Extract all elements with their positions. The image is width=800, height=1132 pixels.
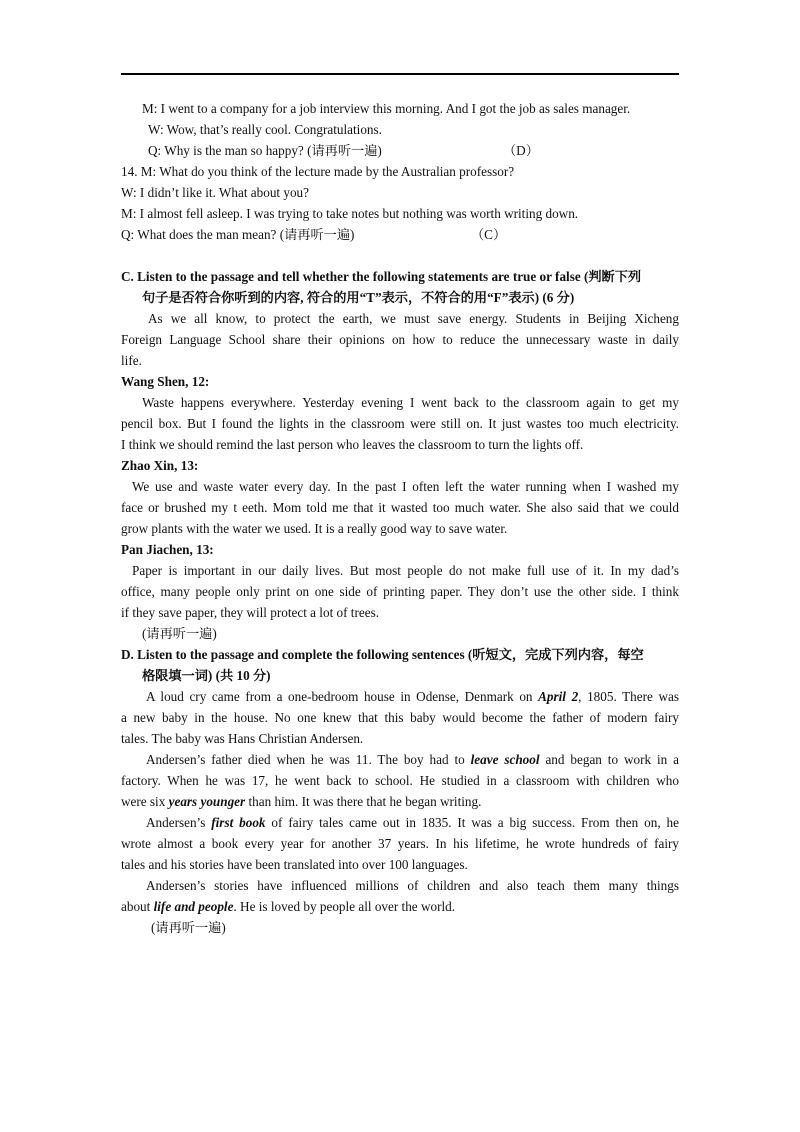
paragraph-line — [146, 812, 679, 833]
text-run: . He is loved by people all over the world. — [233, 899, 456, 914]
text-run: of fairy tales came out in 1835. It was a big success. From then on, he — [265, 815, 679, 830]
text-run: Andersen’s — [146, 815, 212, 830]
section-d-repeat: (请再听一遍) — [151, 920, 226, 935]
paragraph-line — [146, 686, 679, 707]
answer-word: leave school — [470, 752, 540, 767]
speaker-name: Zhao Xin, 13: — [121, 458, 199, 473]
section-d-heading: D. Listen to the passage and complete the following sentences (听短文，完成下列内容，每空 — [121, 647, 644, 662]
q13-question — [148, 140, 679, 161]
q13-line-2: W: Wow, that’s really cool. Congratulations. — [148, 122, 382, 137]
speaker-text-line: face or brushed my t eeth. Mom told me that it wasted too much water. She also said that we could — [121, 500, 679, 515]
header-rule — [121, 73, 679, 75]
answer-word: life and people — [153, 899, 234, 914]
q14-line-2: W: I didn’t like it. What about you? — [121, 185, 310, 200]
paragraph-line — [121, 896, 679, 917]
q14-line-1: 14. M: What do you think of the lecture made by the Australian professor? — [121, 164, 515, 179]
section-c-heading: C. Listen to the passage and tell whether the following statements are true or false (判断下列 — [121, 269, 642, 284]
q14-answer: （C） — [471, 227, 507, 242]
q13-answer: （D） — [503, 143, 539, 158]
text-run: were six — [121, 794, 169, 809]
section-c-repeat: (请再听一遍) — [142, 626, 217, 641]
paragraph-line: factory. When he was 17, he went back to school. He studied in a classroom with children who — [121, 773, 679, 788]
paragraph-line: wrote almost a book every year for another 37 years. In his lifetime, he wrote hundreds of fairy — [121, 836, 679, 851]
q14-line-3: M: I almost fell asleep. I was trying to take notes but nothing was worth writing down. — [121, 206, 579, 221]
speaker-text-line: We use and waste water every day. In the past I often left the water running when I washed my — [132, 479, 679, 494]
text-run: A loud cry came from a one-bedroom house in Odense, Denmark on — [146, 689, 539, 704]
paragraph-line: tales. The baby was Hans Christian Andersen. — [121, 731, 364, 746]
answer-word: years younger — [168, 794, 246, 809]
speaker-text-line: office, many people only print on one side of printing paper. They don’t use the other side. I think — [121, 584, 679, 599]
paragraph-line: Andersen’s stories have influenced millions of children and also teach them many things — [146, 878, 679, 893]
text-run: and began to work in a — [539, 752, 679, 767]
speaker-text-line: Paper is important in our daily lives. But most people do not make full use of it. In my dad’s — [132, 563, 679, 578]
paragraph-line: tales and his stories have been translated into over 100 languages. — [121, 857, 468, 872]
section-c-intro-line: Foreign Language School share their opinions on how to reduce the unnecessary waste in daily — [121, 332, 679, 347]
text-run: , 1805. There was — [578, 689, 679, 704]
text-run: Andersen’s father died when he was 11. The boy had to — [146, 752, 471, 767]
q14-question — [121, 224, 679, 245]
paragraph-line — [146, 749, 679, 770]
section-c-heading-cont: 句子是否符合你听到的内容, 符合的用“T”表示，不符合的用“F”表示) (6 分) — [142, 290, 575, 305]
paragraph-line: a new baby in the house. No one knew that this baby would become the father of modern fairy — [121, 710, 679, 725]
speaker-name: Wang Shen, 12: — [121, 374, 210, 389]
answer-word: first book — [211, 815, 266, 830]
speaker-text-line: I think we should remind the last person who leaves the classroom to turn the lights off. — [121, 437, 584, 452]
speaker-text-line: pencil box. But I found the lights in the classroom were still on. It just wastes too much electricity. — [121, 416, 679, 431]
q14-question-text: Q: What does the man mean? (请再听一遍) — [121, 227, 355, 242]
q13-line-1: M: I went to a company for a job interview this morning. And I got the job as sales manager. — [142, 101, 631, 116]
paragraph-line — [121, 791, 679, 812]
speaker-name: Pan Jiachen, 13: — [121, 542, 214, 557]
answer-word: April 2 — [538, 689, 579, 704]
text-run: about — [121, 899, 154, 914]
text-run: than him. It was there that he began writing. — [245, 794, 482, 809]
section-c-intro-line: life. — [121, 353, 142, 368]
speaker-text-line: Waste happens everywhere. Yesterday evening I went back to the classroom again to get my — [142, 395, 679, 410]
speaker-text-line: if they save paper, they will protect a lot of trees. — [121, 605, 379, 620]
speaker-text-line: grow plants with the water we used. It is a really good way to save water. — [121, 521, 508, 536]
q13-question-text: Q: Why is the man so happy? (请再听一遍) — [148, 143, 382, 158]
section-c-intro-line: As we all know, to protect the earth, we must save energy. Students in Beijing Xicheng — [148, 311, 679, 326]
section-d-heading-cont: 格限填一词) (共 10 分) — [142, 668, 271, 683]
